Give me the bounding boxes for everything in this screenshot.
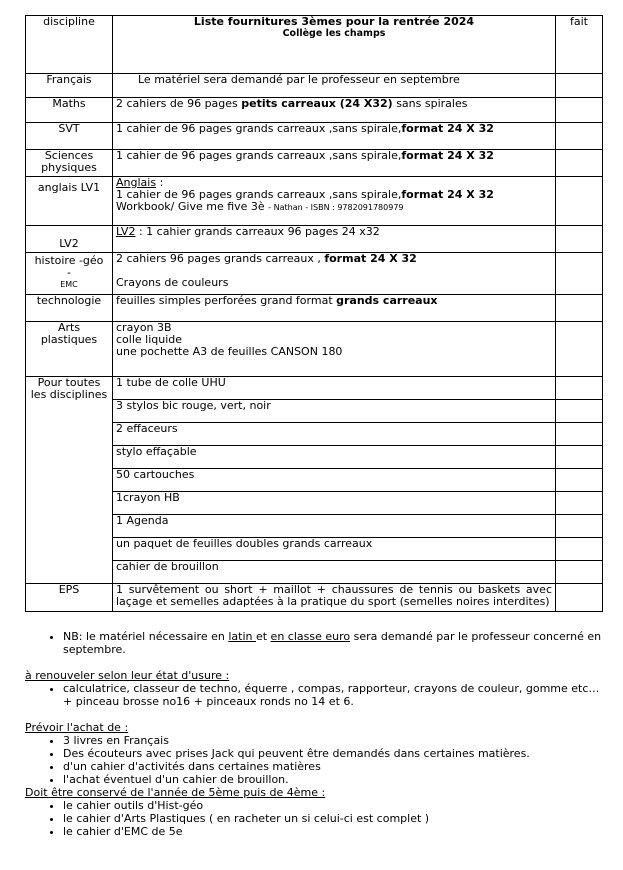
supply-text: 2 cahiers 96 pages grands carreaux , (116, 252, 325, 265)
table-row (26, 446, 603, 469)
discipline-name: Pour toutes les disciplines (26, 377, 113, 584)
supply-format: format 24 X 32 (401, 188, 494, 201)
table-row (26, 177, 603, 226)
nb-latin: latin (228, 630, 256, 643)
fait-checkbox-cell[interactable] (556, 253, 603, 295)
list-item: • Des écouteurs avec prises Jack qui peuvent être demandés dans certaines matières. (63, 747, 605, 760)
nb-note (63, 630, 605, 656)
list-item: • le cahier outils d'Hist-géo (63, 799, 605, 812)
supply-cell: stylo effaçable (113, 446, 556, 469)
fait-checkbox-cell[interactable] (556, 123, 603, 150)
plan-heading: Prévoir l'achat de : (25, 721, 129, 734)
supply-cell: 1crayon HB (113, 492, 556, 515)
supply-cell (113, 295, 556, 322)
discipline-line: - (67, 266, 71, 279)
fait-checkbox-cell[interactable] (556, 74, 603, 98)
table-row (26, 150, 603, 177)
supply-text: : 1 cahier grands carreaux 96 pages 24 x32 (135, 225, 380, 238)
fait-checkbox-cell[interactable] (556, 295, 603, 322)
table-row (26, 584, 603, 612)
fait-checkbox-cell[interactable] (556, 446, 603, 469)
supply-text: sans spirales (392, 97, 468, 110)
table-row (26, 423, 603, 446)
discipline-name: technologie (26, 295, 113, 322)
supply-cell (113, 226, 556, 253)
fait-column-header: fait (556, 16, 603, 74)
list-item: • l'achat éventuel d'un cahier de brouillon. (63, 773, 605, 786)
supply-text: Crayons de couleurs (116, 276, 229, 289)
fait-checkbox-cell[interactable] (556, 423, 603, 446)
supply-format: format 24 X 32 (324, 252, 417, 265)
supply-cell (113, 98, 556, 123)
subject-heading-colon: : (156, 176, 164, 189)
fait-checkbox-cell[interactable] (556, 584, 603, 612)
discipline-name: SVT (26, 123, 113, 150)
fait-checkbox-cell[interactable] (556, 492, 603, 515)
supply-cell: 1 survêtement ou short + maillot + chaussures de tennis ou baskets avec laçage et semelles adaptées à la pratique du sport (semelles noires interdites) (113, 584, 556, 612)
table-row (26, 253, 603, 295)
fait-checkbox-cell[interactable] (556, 561, 603, 584)
supply-format: format 24 X 32 (401, 122, 494, 135)
discipline-name: Maths (26, 98, 113, 123)
discipline-name: Arts plastiques (26, 322, 113, 377)
table-title-cell (113, 16, 556, 74)
workbook-isbn: - Nathan - ISBN : 9782091780979 (268, 203, 404, 212)
supply-text: Le matériel sera demandé par le professeur en septembre (138, 73, 460, 86)
nb-text: NB: le matériel nécessaire en (63, 630, 229, 643)
plan-list (25, 734, 605, 786)
table-row (26, 400, 603, 423)
renew-heading: à renouveler selon leur état d'usure : (25, 669, 230, 682)
supply-cell (113, 74, 556, 98)
supply-cell (113, 123, 556, 150)
nb-text: sera demandé par le professeur concerné en septembre. (63, 630, 602, 656)
fait-checkbox-cell[interactable] (556, 177, 603, 226)
discipline-name: LV2 (26, 226, 113, 253)
subject-heading: LV2 (116, 225, 136, 238)
list-item: • d'un cahier d'activités dans certaines matières (63, 760, 605, 773)
supply-cell (113, 253, 556, 295)
fait-checkbox-cell[interactable] (556, 515, 603, 538)
nb-list (25, 630, 605, 656)
table-row (26, 74, 603, 98)
list-item: • 3 livres en Français (63, 734, 605, 747)
supply-cell: 1 tube de colle UHU (113, 377, 556, 400)
discipline-name: anglais LV1 (26, 177, 113, 226)
supply-cell (113, 177, 556, 226)
table-row (26, 538, 603, 561)
fait-checkbox-cell[interactable] (556, 538, 603, 561)
supply-text: 1 cahier de 96 pages grands carreaux ,sans spirale, (116, 149, 402, 162)
fait-checkbox-cell[interactable] (556, 400, 603, 423)
subject-heading: Anglais (116, 176, 157, 189)
nb-euro: en classe euro (270, 630, 351, 643)
supply-cell: 3 stylos bic rouge, vert, noir (113, 400, 556, 423)
supply-cell (113, 322, 556, 377)
table-row (26, 561, 603, 584)
discipline-line: histoire -géo (34, 254, 104, 267)
keep-list (25, 799, 605, 838)
table-row (26, 469, 603, 492)
notes-section (25, 630, 605, 838)
fait-checkbox-cell[interactable] (556, 322, 603, 377)
supply-cell: 50 cartouches (113, 469, 556, 492)
supply-text: 1 cahier de 96 pages grands carreaux ,sans spirale, (116, 122, 402, 135)
discipline-name (26, 253, 113, 295)
table-row (26, 322, 603, 377)
supply-cell (113, 150, 556, 177)
supply-text: 2 cahiers de 96 pages (116, 97, 242, 110)
supply-text: colle liquide (116, 333, 183, 346)
fait-checkbox-cell[interactable] (556, 469, 603, 492)
discipline-name: Français (26, 74, 113, 98)
discipline-name: Sciences physiques (26, 150, 113, 177)
supply-text: 1 cahier de 96 pages grands carreaux ,sans spirale, (116, 188, 402, 201)
keep-heading: Doit être conservé de l'année de 5ème puis de 4ème : (25, 786, 326, 799)
fait-checkbox-cell[interactable] (556, 150, 603, 177)
list-item: • le cahier d'EMC de 5e (63, 825, 605, 838)
discipline-line: EMC (60, 280, 78, 289)
supply-text: une pochette A3 de feuilles CANSON 180 (116, 345, 343, 358)
document-title: Liste fournitures 3èmes pour la rentrée 2024 (193, 15, 475, 28)
table-row (26, 377, 603, 400)
supply-format: format 24 X 32 (401, 149, 494, 162)
supply-table (25, 15, 603, 612)
supply-format: grands carreaux (336, 294, 438, 307)
supply-cell: un paquet de feuilles doubles grands carreaux (113, 538, 556, 561)
supply-cell: 1 Agenda (113, 515, 556, 538)
renew-list (25, 682, 605, 708)
list-item: • le cahier d'Arts Plastiques ( en racheter un si celui-ci est complet ) (63, 812, 605, 825)
supply-format: petits carreaux (24 X32) (241, 97, 393, 110)
supply-text: feuilles simples perforées grand format (116, 294, 337, 307)
discipline-name: EPS (26, 584, 113, 612)
supply-text: crayon 3B (116, 321, 172, 334)
fait-checkbox-cell[interactable] (556, 377, 603, 400)
fait-checkbox-cell[interactable] (556, 226, 603, 253)
list-item: • calculatrice, classeur de techno, équerre , compas, rapporteur, crayons de couleur, gomme etc…+ pinceau brosse no16 + pinceaux ronds no 14 et 6. (63, 682, 605, 708)
nb-text: et (255, 630, 271, 643)
supply-cell: cahier de brouillon (113, 561, 556, 584)
school-name: Collège les champs (282, 28, 386, 39)
table-row (26, 98, 603, 123)
table-row (26, 123, 603, 150)
discipline-column-header: discipline (26, 16, 113, 74)
fait-checkbox-cell[interactable] (556, 98, 603, 123)
table-row (26, 295, 603, 322)
supply-cell: 2 effaceurs (113, 423, 556, 446)
table-header-row (26, 16, 603, 74)
table-row (26, 492, 603, 515)
workbook-title: Workbook/ Give me five 3è (116, 200, 269, 213)
table-row (26, 515, 603, 538)
table-row (26, 226, 603, 253)
